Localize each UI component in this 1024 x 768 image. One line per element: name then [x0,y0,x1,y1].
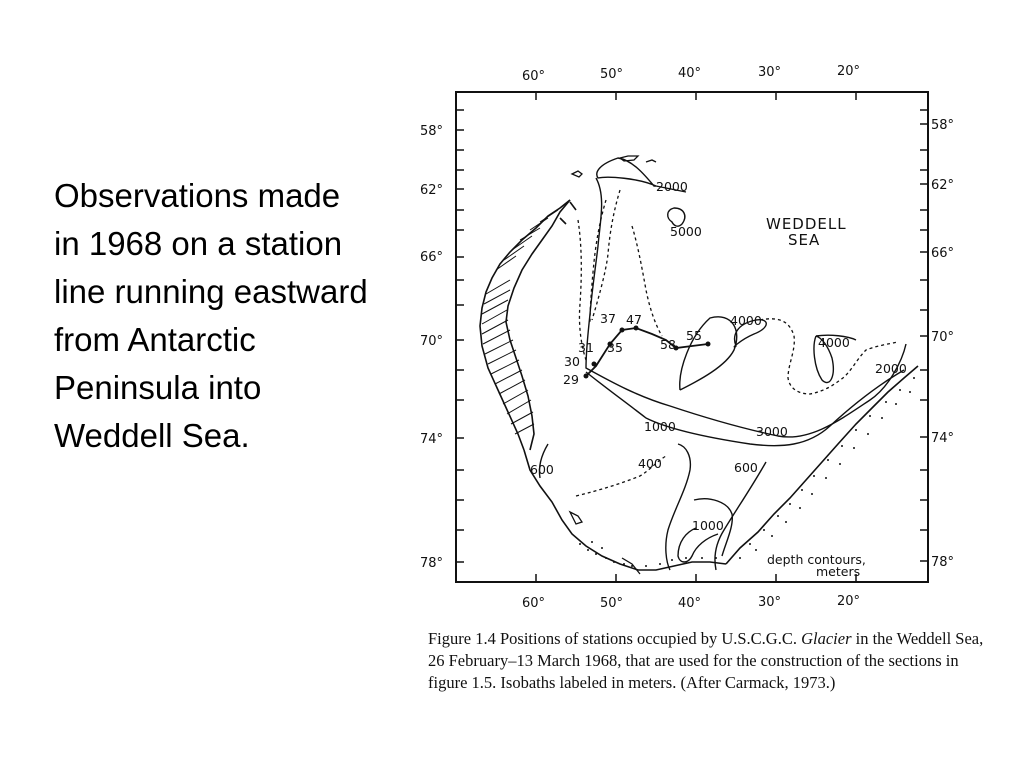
station-label-55: 55 [686,328,702,343]
caption-text-part2: in the Weddell Sea, 26 February–13 March 1968, that are used for the construction of the sections in figure 1.5. Isobaths labeled in meters. (After Carmack, 1973.) [428,629,984,692]
caption-ship-name: Glacier [801,629,852,648]
station-label-29: 29 [563,372,579,387]
lat-left-58: 58° [420,124,444,139]
lon-bottom-50: 50° [600,596,624,611]
isobath-label-600-east: 600 [734,460,758,475]
islands [570,156,656,574]
lat-right-58: 58° [931,118,955,133]
lon-top-30: 30° [758,65,782,80]
caption-figure-label: Figure 1.4 [428,629,496,648]
sea-label-sea: SEA [788,231,821,249]
lon-bottom-20: 20° [837,594,861,609]
isobath-label-5000: 5000 [670,224,702,239]
sea-label-weddell: WEDDELL [766,215,847,233]
lon-top-60: 60° [522,69,546,84]
station-label-31: 31 [578,340,594,355]
lon-top-40: 40° [678,66,702,81]
lon-bottom-60: 60° [522,596,546,611]
lon-bottom-40: 40° [678,596,702,611]
lat-right-62: 62° [931,178,955,193]
station-label-30: 30 [564,354,580,369]
isobath-label-4000-east: 4000 [818,335,850,350]
lat-left-66: 66° [420,250,444,265]
isobath-label-4000-west: 4000 [730,313,762,328]
figure-caption [428,628,988,694]
weddell-sea-map [410,50,970,620]
peninsula-hatching [482,210,558,434]
slide-text: Observations made in 1968 on a station line running eastward from Antarctic Peninsula into Weddell Sea. [54,177,368,454]
isobath-label-2000-east: 2000 [875,361,907,376]
lat-left-78: 78° [420,556,444,571]
coastline [480,200,918,570]
legend-depth-contours: depth contours, [767,552,866,567]
lon-bottom-30: 30° [758,595,782,610]
lon-top-50: 50° [600,67,624,82]
isobath-label-600-west: 600 [530,462,554,477]
isobath-label-400: 400 [638,456,662,471]
station-label-58: 58 [660,337,676,352]
lat-right-74: 74° [931,431,955,446]
lon-top-20: 20° [837,64,861,79]
lat-right-66: 66° [931,246,955,261]
isobath-label-2000-north: 2000 [656,179,688,194]
caption-text-part1: Positions of stations occupied by U.S.C.G.C. [495,629,802,648]
isobath-label-3000: 3000 [756,424,788,439]
lat-right-70: 70° [931,330,955,345]
station-label-35: 35 [607,340,623,355]
lat-right-78: 78° [931,555,955,570]
isobath-label-1000-south: 1000 [692,518,724,533]
isobath-label-1000-north: 1000 [644,419,676,434]
legend-meters: meters [816,564,861,579]
lat-left-62: 62° [420,183,444,198]
lat-left-74: 74° [420,432,444,447]
station-label-37: 37 [600,311,616,326]
lat-left-70: 70° [420,334,444,349]
station-label-47: 47 [626,312,642,327]
